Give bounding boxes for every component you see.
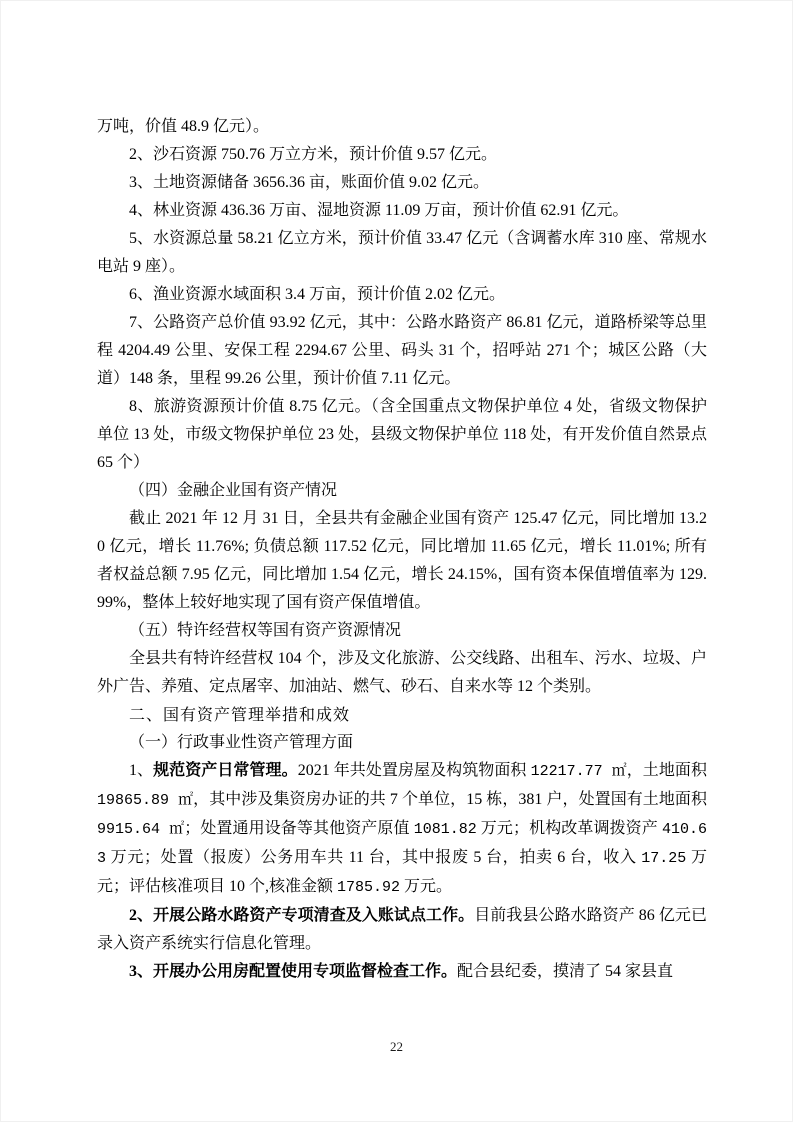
text-segment: 2、 [129,907,154,924]
text-segment: 3、 [129,963,154,980]
text-segment: 8、旅游资源预计价值 8.75 亿元。（含全国重点文物保护单位 4 处，省级文物保护单位 13 处，市级文物保护单位 23 处，县级文物保护单位 118 处，有开发价值自然景点 65 个） [97,398,707,471]
text-segment: 万元；评估核准项目 10 个,核准金额 [97,849,707,895]
text-segment: ，其中涉及集资房办证的共 7 个单位，15 栋，381 户，处置国有土地面积 [193,791,707,808]
page-number: 22 [390,1039,403,1054]
text-segment: 3、土地资源储备 3656.36 亩，账面价值 9.02 亿元。 [129,174,490,191]
text-segment: 1、 [129,762,154,779]
document-body [97,113,707,986]
text-segment: 配合县纪委，摸清了 54 家县直 [457,963,674,980]
text-segment: 万元；机构改革调拨资产 [476,820,662,837]
paragraph [97,281,707,309]
text-segment: 开展公路水路资产专项清查及入账试点工作。 [153,907,475,924]
section-heading [97,617,707,645]
text-segment: 1081.82 [413,821,477,838]
paragraph [97,958,707,986]
paragraph [97,113,707,141]
text-segment: 规范资产日常管理。 [153,762,298,779]
text-segment: ，土地面积 [626,762,707,779]
text-segment: 12217.77 ㎡ [530,763,627,780]
text-segment: 二、国有资产管理举措和成效 [129,705,351,724]
paragraph [97,505,707,617]
text-segment: 17.25 [641,850,687,867]
text-segment: 开展办公用房配置使用专项监督检查工作。 [153,963,458,980]
text-segment: 6、渔业资源水域面积 3.4 万亩，预计价值 2.02 亿元。 [129,286,506,303]
text-segment: 万元。 [400,878,453,895]
text-segment: 19865.89 ㎡ [97,792,194,809]
text-segment: 万吨，价值 48.9 亿元）。 [97,118,270,135]
text-segment: 1785.92 [337,879,401,896]
text-segment: 目前我县公路水路资产 86 亿元已录入资产系统实行信息化管理。 [97,907,707,952]
text-segment: 410.63 [97,821,707,867]
text-segment: 7、公路资产总价值 93.92 亿元，其中：公路水路资产 86.81 亿元，道路桥梁等总里程 4204.49 公里、安保工程 2294.67 公里、码头 31 个，招呼站 271 个；城区公路（大道）148 条，里程 99.26 公里，预计价值 7.11 亿元。 [97,314,707,387]
paragraph [97,169,707,197]
paragraph [97,309,707,393]
paragraph [97,902,707,958]
paragraph [97,197,707,225]
text-segment: 4、林业资源 436.36 万亩、湿地资源 11.09 万亩，预计价值 62.91 亿元。 [129,202,629,219]
paragraph [97,757,707,902]
text-segment: 2021 年共处置房屋及构筑物面积 [297,762,531,779]
text-segment: （五）特许经营权等国有资产资源情况 [129,622,402,639]
paragraph [97,141,707,169]
section-heading [97,477,707,505]
section-heading [97,701,707,729]
text-segment: 9915.64 ㎡ [97,821,185,838]
text-segment: 5、水资源总量 58.21 亿立方米，预计价值 33.47 亿元（含调蓄水库 310 座、常规水电站 9 座）。 [97,230,707,275]
paragraph [97,225,707,281]
paragraph [97,393,707,477]
text-segment: 全县共有特许经营权 104 个，涉及文化旅游、公交线路、出租车、污水、垃圾、户外广告、养殖、定点屠宰、加油站、燃气、砂石、自来水等 12 个类别。 [97,650,707,695]
text-segment: （一）行政事业性资产管理方面 [129,734,354,751]
section-heading [97,729,707,757]
paragraph [97,645,707,701]
text-segment: （四）金融企业国有资产情况 [129,482,338,499]
text-segment: 万元；处置（报废）公务用车共 11 台，其中报废 5 台，拍卖 6 台，收入 [106,849,642,866]
text-segment: ；处置通用设备等其他资产原值 [184,820,414,837]
text-segment: 截止 2021 年 12 月 31 日，全县共有金融企业国有资产 125.47 亿元，同比增加 13.20 亿元，增长 11.76%; 负债总额 117.52 亿元，同比增加 11.65 亿元，增长 11.01%; 所有者权益总额 7.95 亿元，同比增加 1.54 亿元，增长 24.15%，国有资本保值增值率为 129.99%，整体上较好地实现了国有资产保值增值。 [97,510,707,611]
text-segment: 2、沙石资源 750.76 万立方米，预计价值 9.57 亿元。 [129,146,498,163]
